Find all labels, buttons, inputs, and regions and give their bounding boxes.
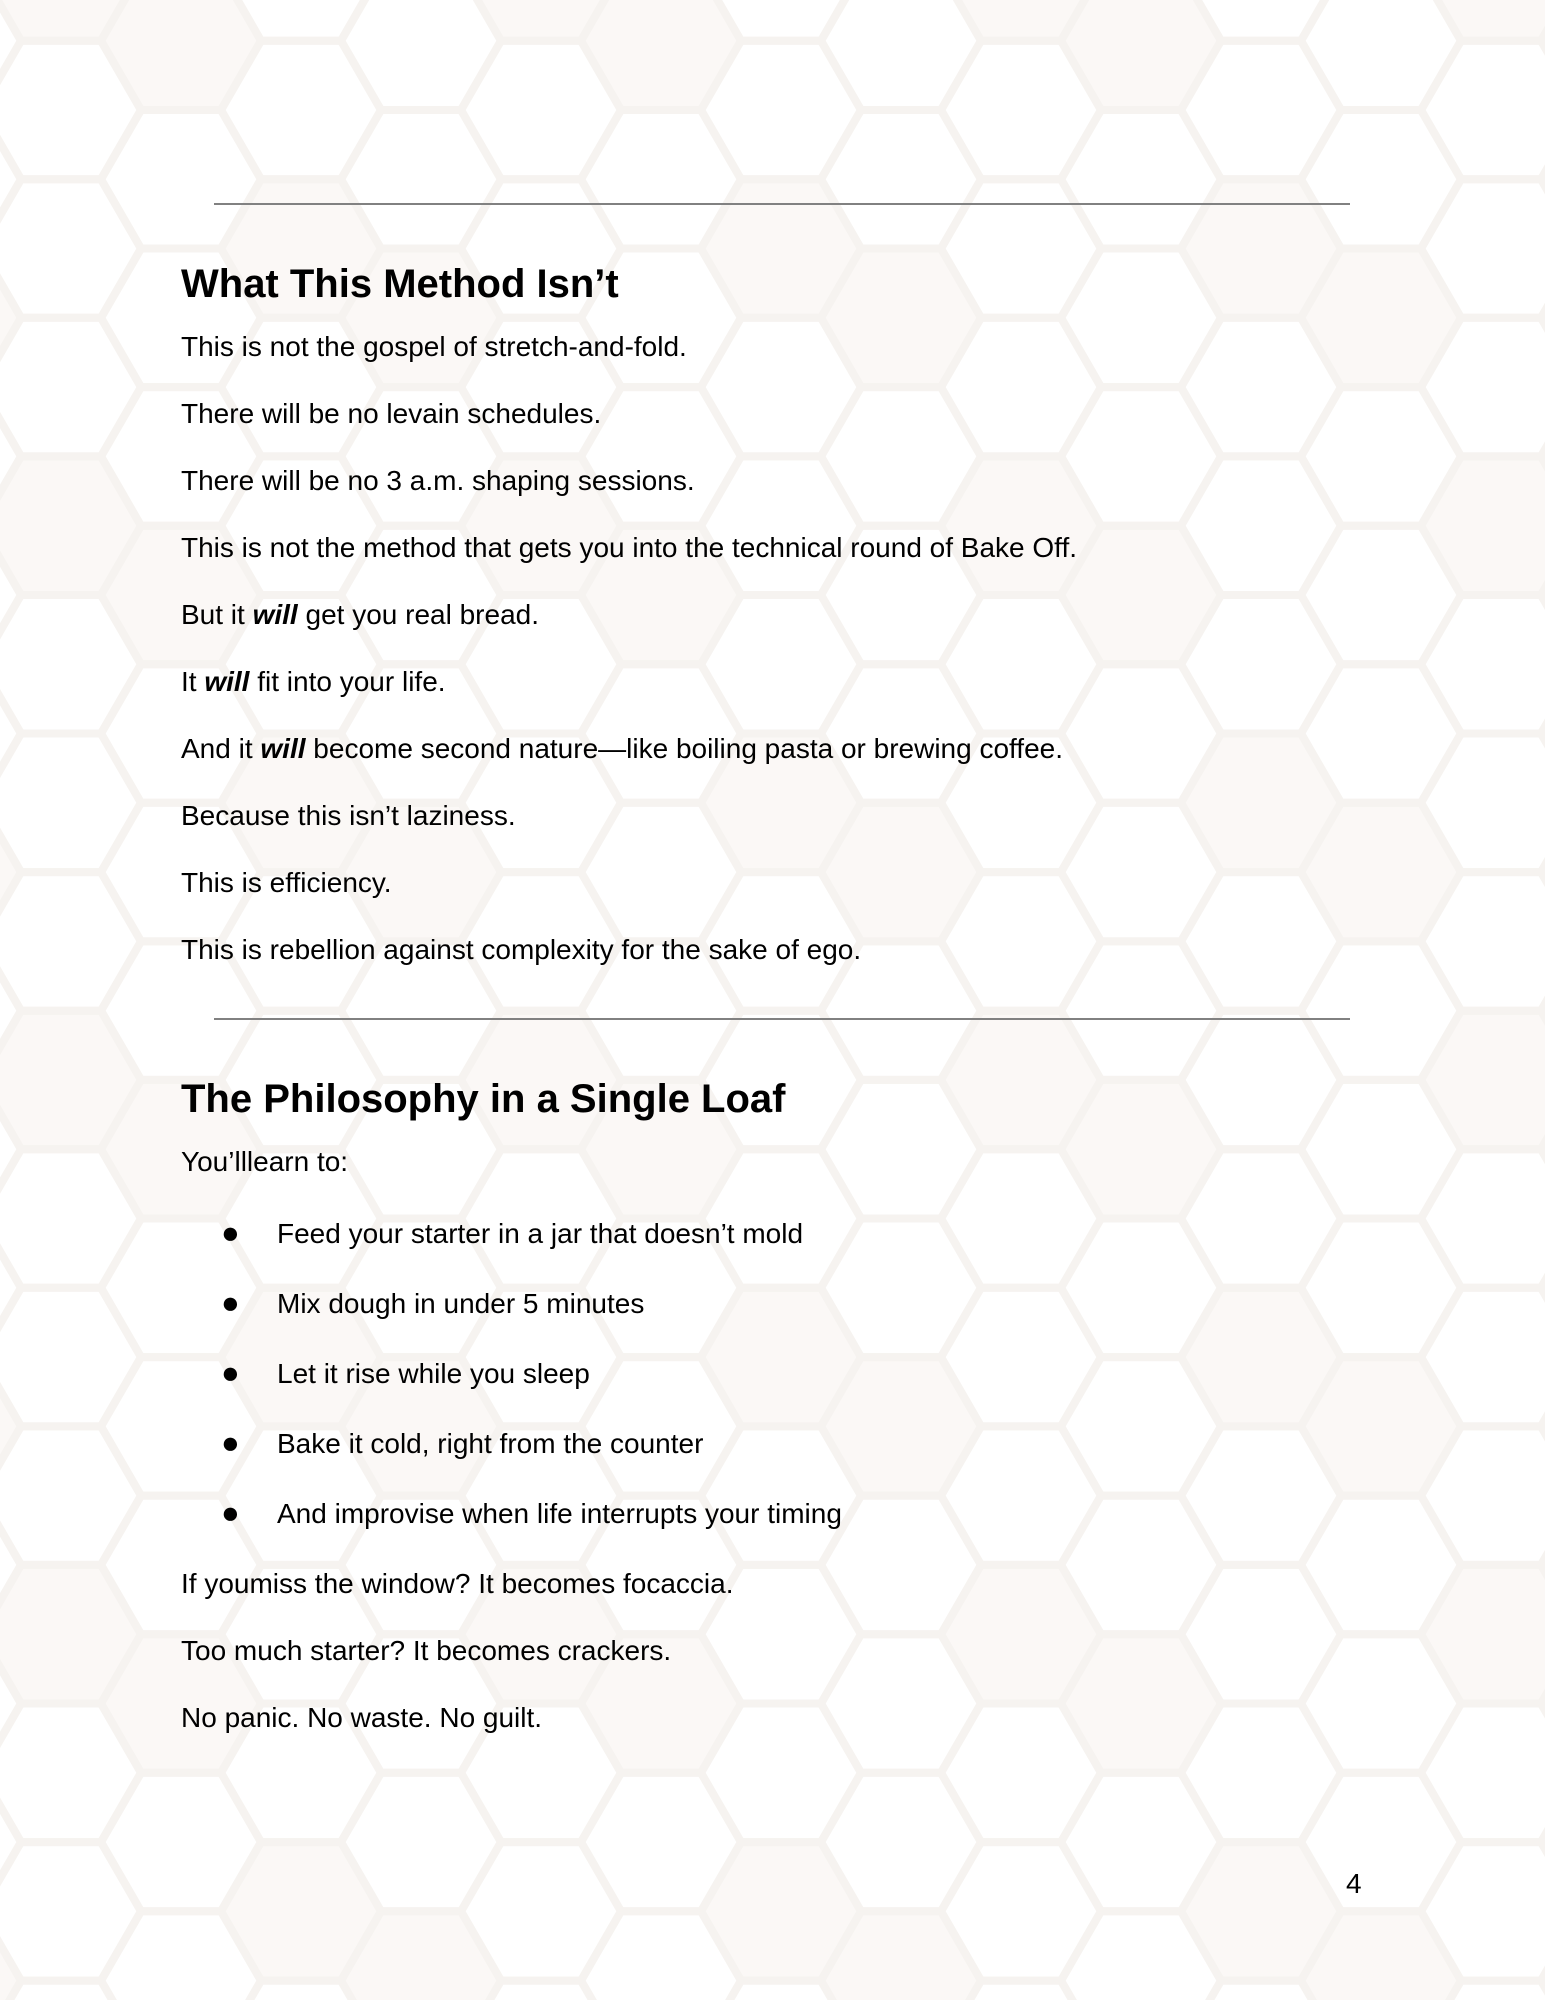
list-item [181, 1287, 1361, 1320]
paragraph: There will be no 3 a.m. shaping sessions. [181, 465, 695, 496]
bullet-icon: ● [221, 1425, 240, 1460]
bullet-icon: ● [221, 1215, 240, 1250]
list-item [181, 1217, 1361, 1250]
list-item [181, 1427, 1361, 1460]
paragraph: Because this isn’t laziness. [181, 800, 516, 831]
list-item-label: Let it rise while you sleep [277, 1358, 590, 1389]
paragraph-group-outro [181, 1567, 1361, 1734]
paragraph: But it will get you real bread. [181, 599, 539, 630]
bullet-icon: ● [221, 1285, 240, 1320]
philosophy-bullet-list [181, 1217, 1361, 1530]
paragraph: If youmiss the window? It becomes focaccia. [181, 1568, 734, 1599]
heading-philosophy-single-loaf: The Philosophy in a Single Loaf [181, 1077, 786, 1121]
intro-line: You’lllearn to: [181, 1146, 349, 1177]
emphasized-word: will [260, 733, 306, 764]
list-item-label: Feed your starter in a jar that doesn’t mold [277, 1218, 804, 1249]
list-item-label: Bake it cold, right from the counter [277, 1428, 704, 1459]
paragraph: And it will become second nature—like boiling pasta or brewing coffee. [181, 733, 1064, 764]
emphasized-word: will [204, 666, 250, 697]
emphasized-word: will [252, 599, 298, 630]
document-content [181, 203, 1361, 1734]
paragraph: This is efficiency. [181, 867, 392, 898]
paragraph: This is rebellion against complexity for the sake of ego. [181, 934, 862, 965]
list-item [181, 1497, 1361, 1530]
paragraph: No panic. No waste. No guilt. [181, 1702, 543, 1733]
list-item-label: Mix dough in under 5 minutes [277, 1288, 645, 1319]
paragraph: There will be no levain schedules. [181, 398, 602, 429]
heading-what-this-method-isnt: What This Method Isn’t [181, 262, 619, 306]
paragraph: It will fit into your life. [181, 666, 446, 697]
list-item-label: And improvise when life interrupts your timing [277, 1498, 842, 1529]
bullet-icon: ● [221, 1355, 240, 1390]
paragraph: This is not the method that gets you into the technical round of Bake Off. [181, 532, 1078, 563]
paragraph: This is not the gospel of stretch-and-fold. [181, 331, 687, 362]
paragraph-group-method-isnt [181, 330, 1361, 966]
section-divider-middle [214, 1018, 1350, 1020]
page-number: 4 [1346, 1868, 1362, 1899]
bullet-icon: ● [221, 1495, 240, 1530]
list-item [181, 1357, 1361, 1390]
paragraph: Too much starter? It becomes crackers. [181, 1635, 672, 1666]
section-divider-top [214, 203, 1350, 205]
